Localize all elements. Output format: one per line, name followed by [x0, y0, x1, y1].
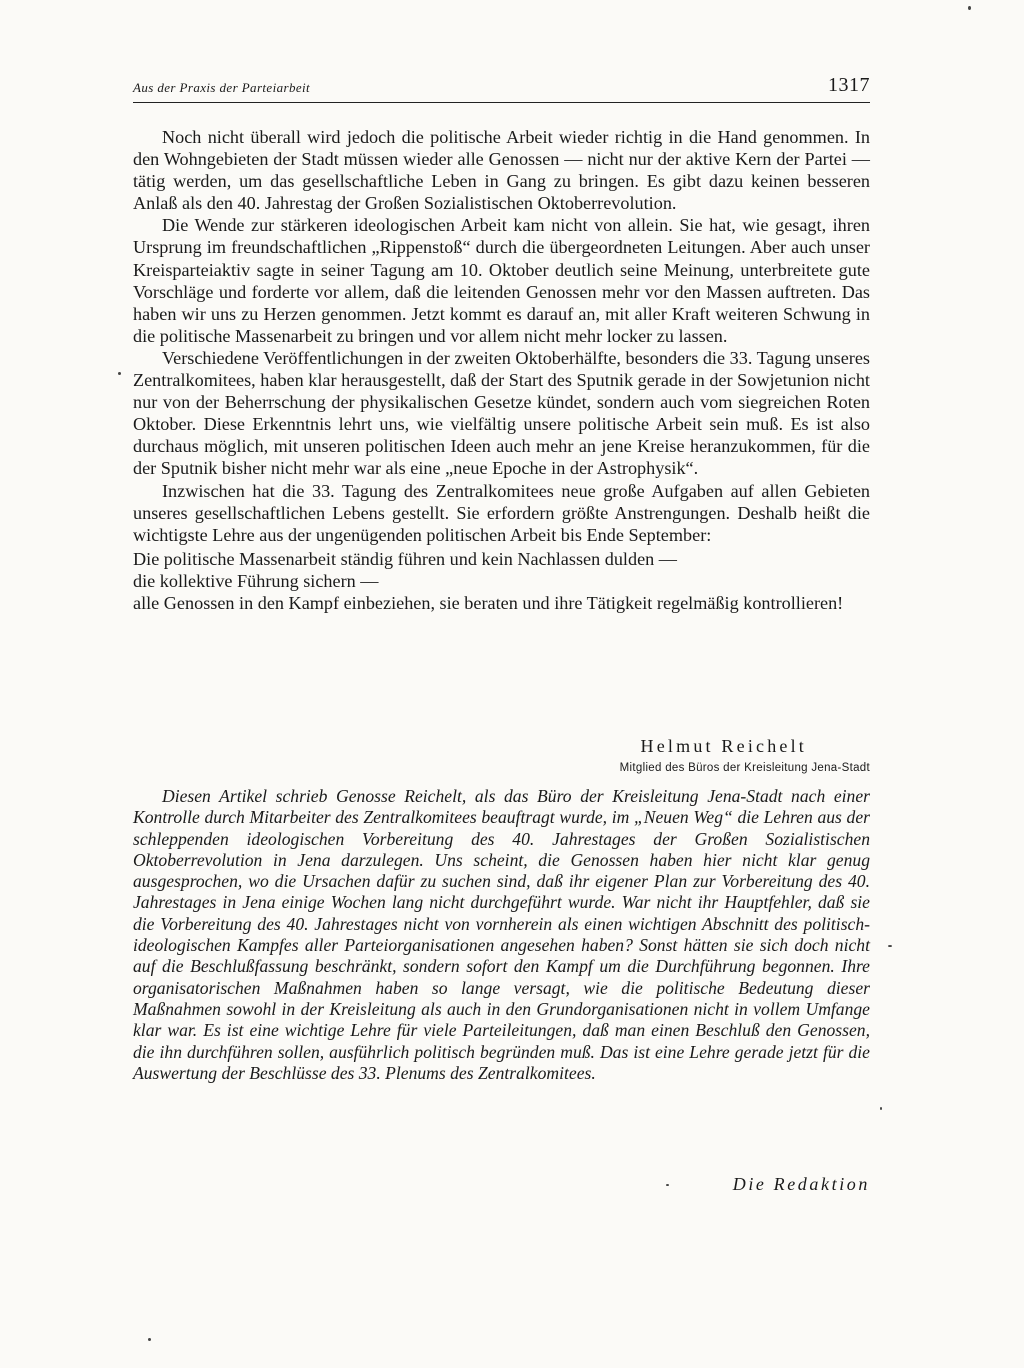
page-number: 1317 — [828, 74, 870, 96]
scan-speck — [888, 945, 892, 947]
paragraph: Noch nicht überall wird jedoch die politische Arbeit wieder richtig in die Hand genommen. In den Wohngebieten der Stadt müssen wieder alle Genossen — nicht nur der aktive Kern der Partei — tätig werden, um das gesellschaftliche Leben in Gang zu bringen. Es gibt dazu keinen besseren Anlaß als den 40. Jahrestag der Großen Sozialistischen Oktoberrevolution. — [133, 127, 870, 214]
editor-note — [133, 786, 870, 1084]
paragraph: Inzwischen hat die 33. Tagung des Zentralkomitees neue große Aufgaben auf allen Gebieten unseres gesellschaftlichen Lebens gestellt. Sie erfordern größte Anstrengungen. Deshalb heißt die wichtigste Lehre aus der ungenügenden politischen Arbeit bis Ende September: — [133, 480, 870, 545]
author-title: Mitglied des Büros der Kreisleitung Jena-Stadt — [619, 762, 870, 774]
article-body — [133, 126, 870, 614]
running-head: Aus der Praxis der Parteiarbeit — [133, 80, 311, 95]
editor-signature: Die Redaktion — [732, 1174, 870, 1194]
scan-speck — [118, 372, 121, 375]
author-name: Helmut Reichelt — [640, 736, 807, 756]
paragraph: Die Wende zur stärkeren ideologischen Arbeit kam nicht von allein. Sie hat, wie gesagt, ihren Ursprung im freundschaftlichen „Rippenstoß“ durch die übergeordneten Leitungen. Aber auch unser Kreisparteiaktiv sagte in seiner Tagung am 10. Oktober deutlich seine Meinung, unterbreitete gute Vorschläge und forderte vor allem, daß die leitenden Genossen mehr vor den Massen auftreten. Das haben wir uns zu Herzen genommen. Jetzt kommt es darauf an, mit aller Kraft weiteren Schwung in die politische Massenarbeit zu bringen und vor allem nicht mehr locker zu lassen. — [133, 215, 870, 346]
scan-speck — [666, 1184, 669, 1186]
conclusion-line: Die politische Massenarbeit ständig führen und kein Nachlassen dulden — — [133, 548, 677, 569]
author-signature — [133, 736, 870, 780]
conclusion-block — [133, 548, 870, 614]
conclusion-line: alle Genossen in den Kampf einbeziehen, sie beraten und ihre Tätigkeit regelmäßig kontrollieren! — [133, 592, 844, 613]
conclusion-line: die kollektive Führung sichern — — [133, 570, 379, 591]
scan-speck — [880, 1107, 882, 1110]
page-header — [133, 70, 870, 103]
scan-speck — [148, 1338, 151, 1341]
editor-note-text: Diesen Artikel schrieb Genosse Reichelt, als das Büro der Kreisleitung Jena-Stadt nach einer Kontrolle durch Mitarbeiter des Zentralkomitees beauftragt wurde, im „Neuen Weg“ die Lehren aus der schleppenden ideologischen Vorbereitung des 40. Jahrestages der Großen Sozialistischen Oktoberrevolution in Jena darzulegen. Uns scheint, die Genossen haben hier nicht klar genug ausgesprochen, wo die Ursachen dafür zu suchen sind, daß ihr eigener Plan zur Vorbereitung des 40. Jahrestages in Jena einige Wochen lang nicht durchgeführt wurde. War nicht ihr Hauptfehler, daß sie die Vorbereitung des 40. Jahrestages nicht von vornherein als einen wichtigen Abschnitt des politisch-ideologischen Kampfes aller Parteiorganisationen angesehen haben? Sonst hätten sie sich doch nicht auf die Beschlußfassung beschränkt, sondern sofort den Kampf um die Durchführung begonnen. Ihre organisatorischen Maßnahmen haben so lange versagt, wie die politische Bedeutung dieser Maßnahmen sowohl in der Kreisleitung als auch in den Grundorganisationen nicht in vollem Umfange klar war. Es ist eine wichtige Lehre für viele Parteileitungen, daß man einen Beschluß den Genossen, die ihn durchführen sollen, ausführlich politisch begründen muß. Das ist eine Lehre gerade jetzt für die Auswertung der Beschlüsse des 33. Plenums des Zentralkomitees. — [133, 786, 870, 1083]
scan-speck — [968, 6, 971, 10]
paragraph: Verschiedene Veröffentlichungen in der zweiten Oktoberhälfte, besonders die 33. Tagung unseres Zentralkomitees, haben klar herausgestellt, daß der Start des Sputnik gerade in der Sowjetunion nicht nur von der Beherrschung der physikalischen Gesetze kündet, sondern auch vom siegreichen Roten Oktober. Diese Erkenntnis lehrt uns, wie vielfältig unsere politische Arbeit sein muß. Es ist also durchaus möglich, mit unseren politischen Ideen auch mehr an jene Kreise heranzukommen, für die der Sputnik bisher nicht mehr war als eine „neue Epoche in der Astrophysik“. — [133, 347, 870, 479]
